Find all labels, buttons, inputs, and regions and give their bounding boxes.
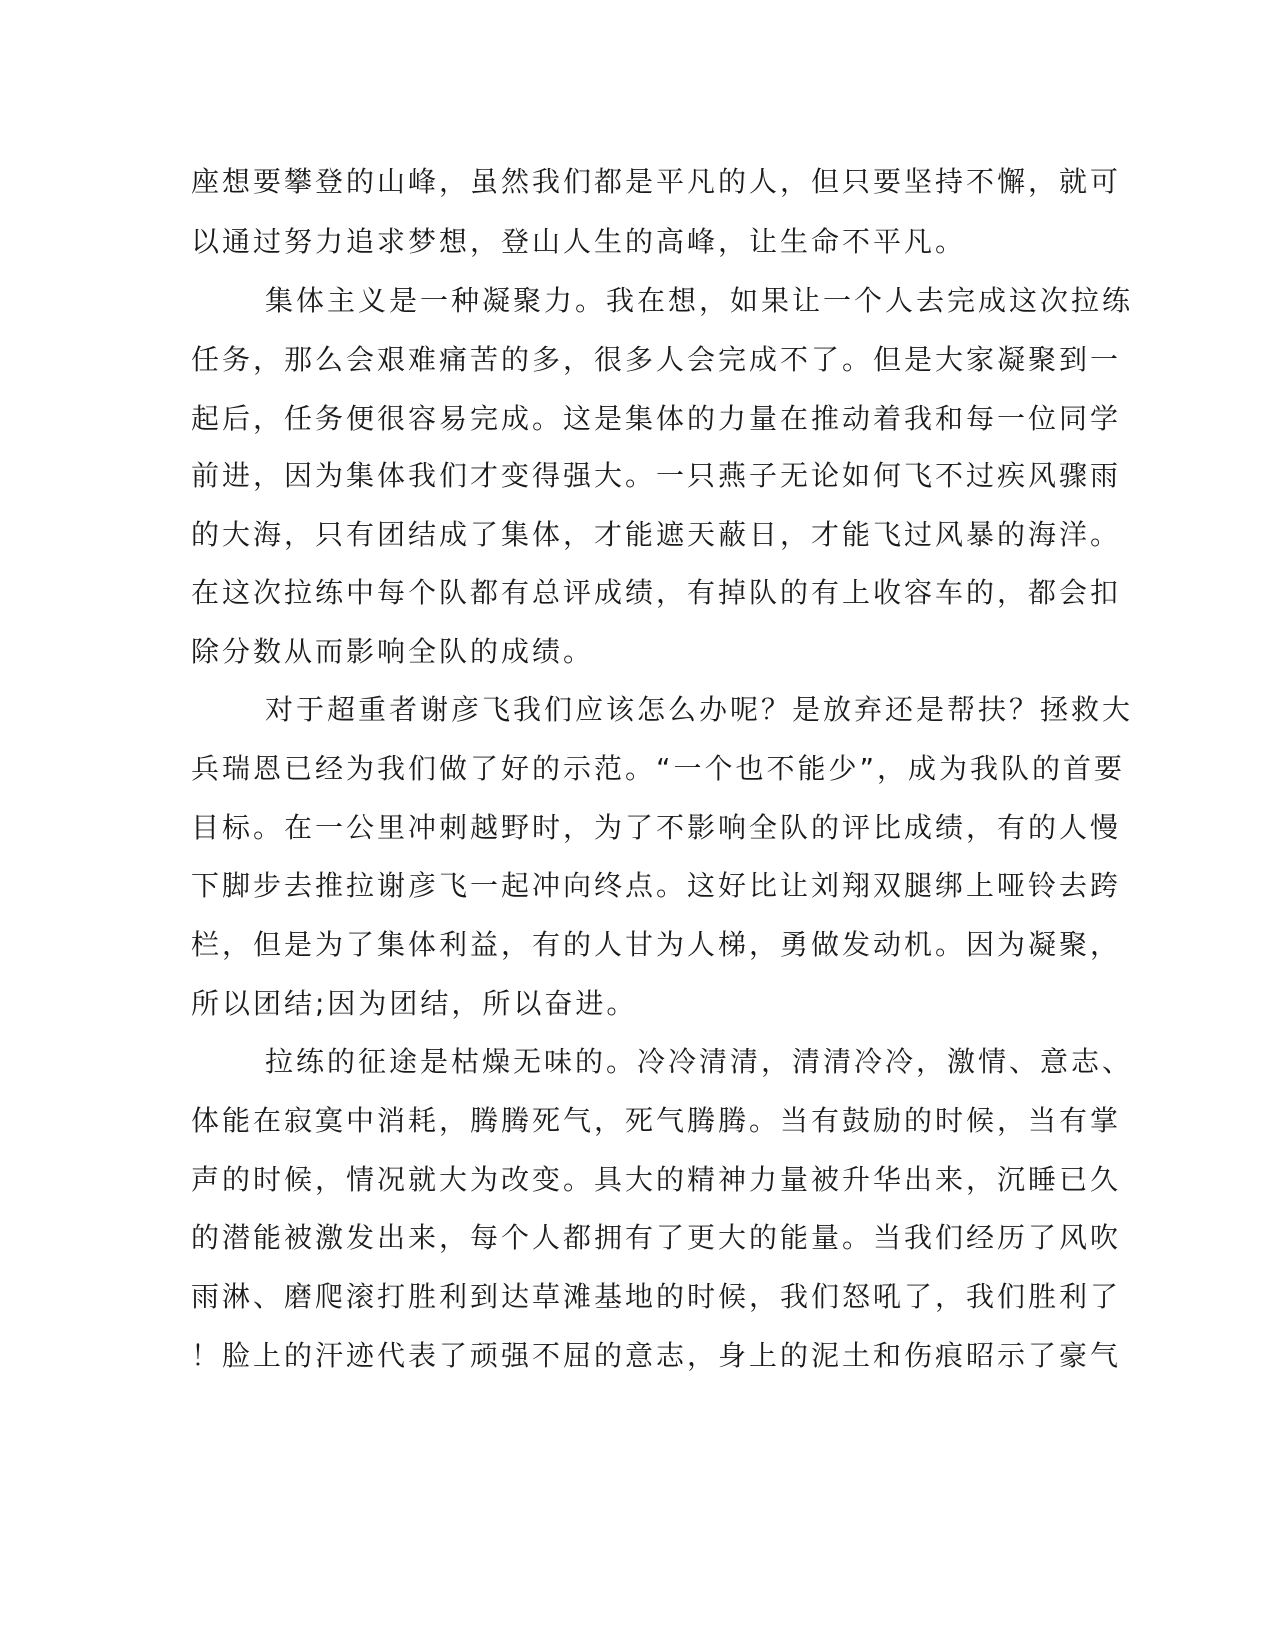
text-line: 所以团结;因为团结，所以奋进。 [191,987,638,1020]
text-line: ！脸上的汗迹代表了顽强不屈的意志，身上的泥土和伤痕昭示了豪气 [191,1339,1122,1372]
text-line: 任务，那么会艰难痛苦的多，很多人会完成不了。但是大家凝聚到一 [191,343,1122,376]
paragraph-start-line: 对于超重者谢彦飞我们应该怎么办呢？是放弃还是帮扶？拯救大 [265,693,1134,726]
text-line: 除分数从而影响全队的成绩。 [191,635,595,668]
text-line: 座想要攀登的山峰，虽然我们都是平凡的人，但只要坚持不懈，就可 [191,165,1122,198]
text-line: 起后，任务便很容易完成。这是集体的力量在推动着我和每一位同学 [191,402,1122,435]
text-line: 下脚步去推拉谢彦飞一起冲向终点。这好比让刘翔双腿绑上哑铃去跨 [191,869,1122,902]
text-line: 前进，因为集体我们才变得强大。一只燕子无论如何飞不过疾风骤雨 [191,459,1122,492]
text-line: 目标。在一公里冲刺越野时，为了不影响全队的评比成绩，有的人慢 [191,811,1122,844]
text-line: 在这次拉练中每个队都有总评成绩，有掉队的有上收容车的，都会扣 [191,576,1122,609]
text-line: 的潜能被激发出来，每个人都拥有了更大的能量。当我们经历了风吹 [191,1221,1122,1254]
text-line: 雨淋、磨爬滚打胜利到达草滩基地的时候，我们怒吼了，我们胜利了 [191,1280,1122,1313]
text-line: 以通过努力追求梦想，登山人生的高峰，让生命不平凡。 [191,225,967,258]
text-line: 体能在寂寞中消耗，腾腾死气，死气腾腾。当有鼓励的时候，当有掌 [191,1104,1122,1137]
text-line: 兵瑞恩已经为我们做了好的示范。“一个也不能少”，成为我队的首要 [191,752,1126,785]
text-line: 栏，但是为了集体利益，有的人甘为人梯，勇做发动机。因为凝聚， [191,928,1122,961]
paragraph-start-line: 集体主义是一种凝聚力。我在想，如果让一个人去完成这次拉练 [265,284,1134,317]
text-line: 声的时候，情况就大为改变。具大的精神力量被升华出来，沉睡已久 [191,1163,1122,1196]
paragraph-start-line: 拉练的征途是枯燥无味的。冷冷清清，清清冷冷，激情、意志、 [265,1045,1134,1078]
text-line: 的大海，只有团结成了集体，才能遮天蔽日，才能飞过风暴的海洋。 [191,518,1122,551]
